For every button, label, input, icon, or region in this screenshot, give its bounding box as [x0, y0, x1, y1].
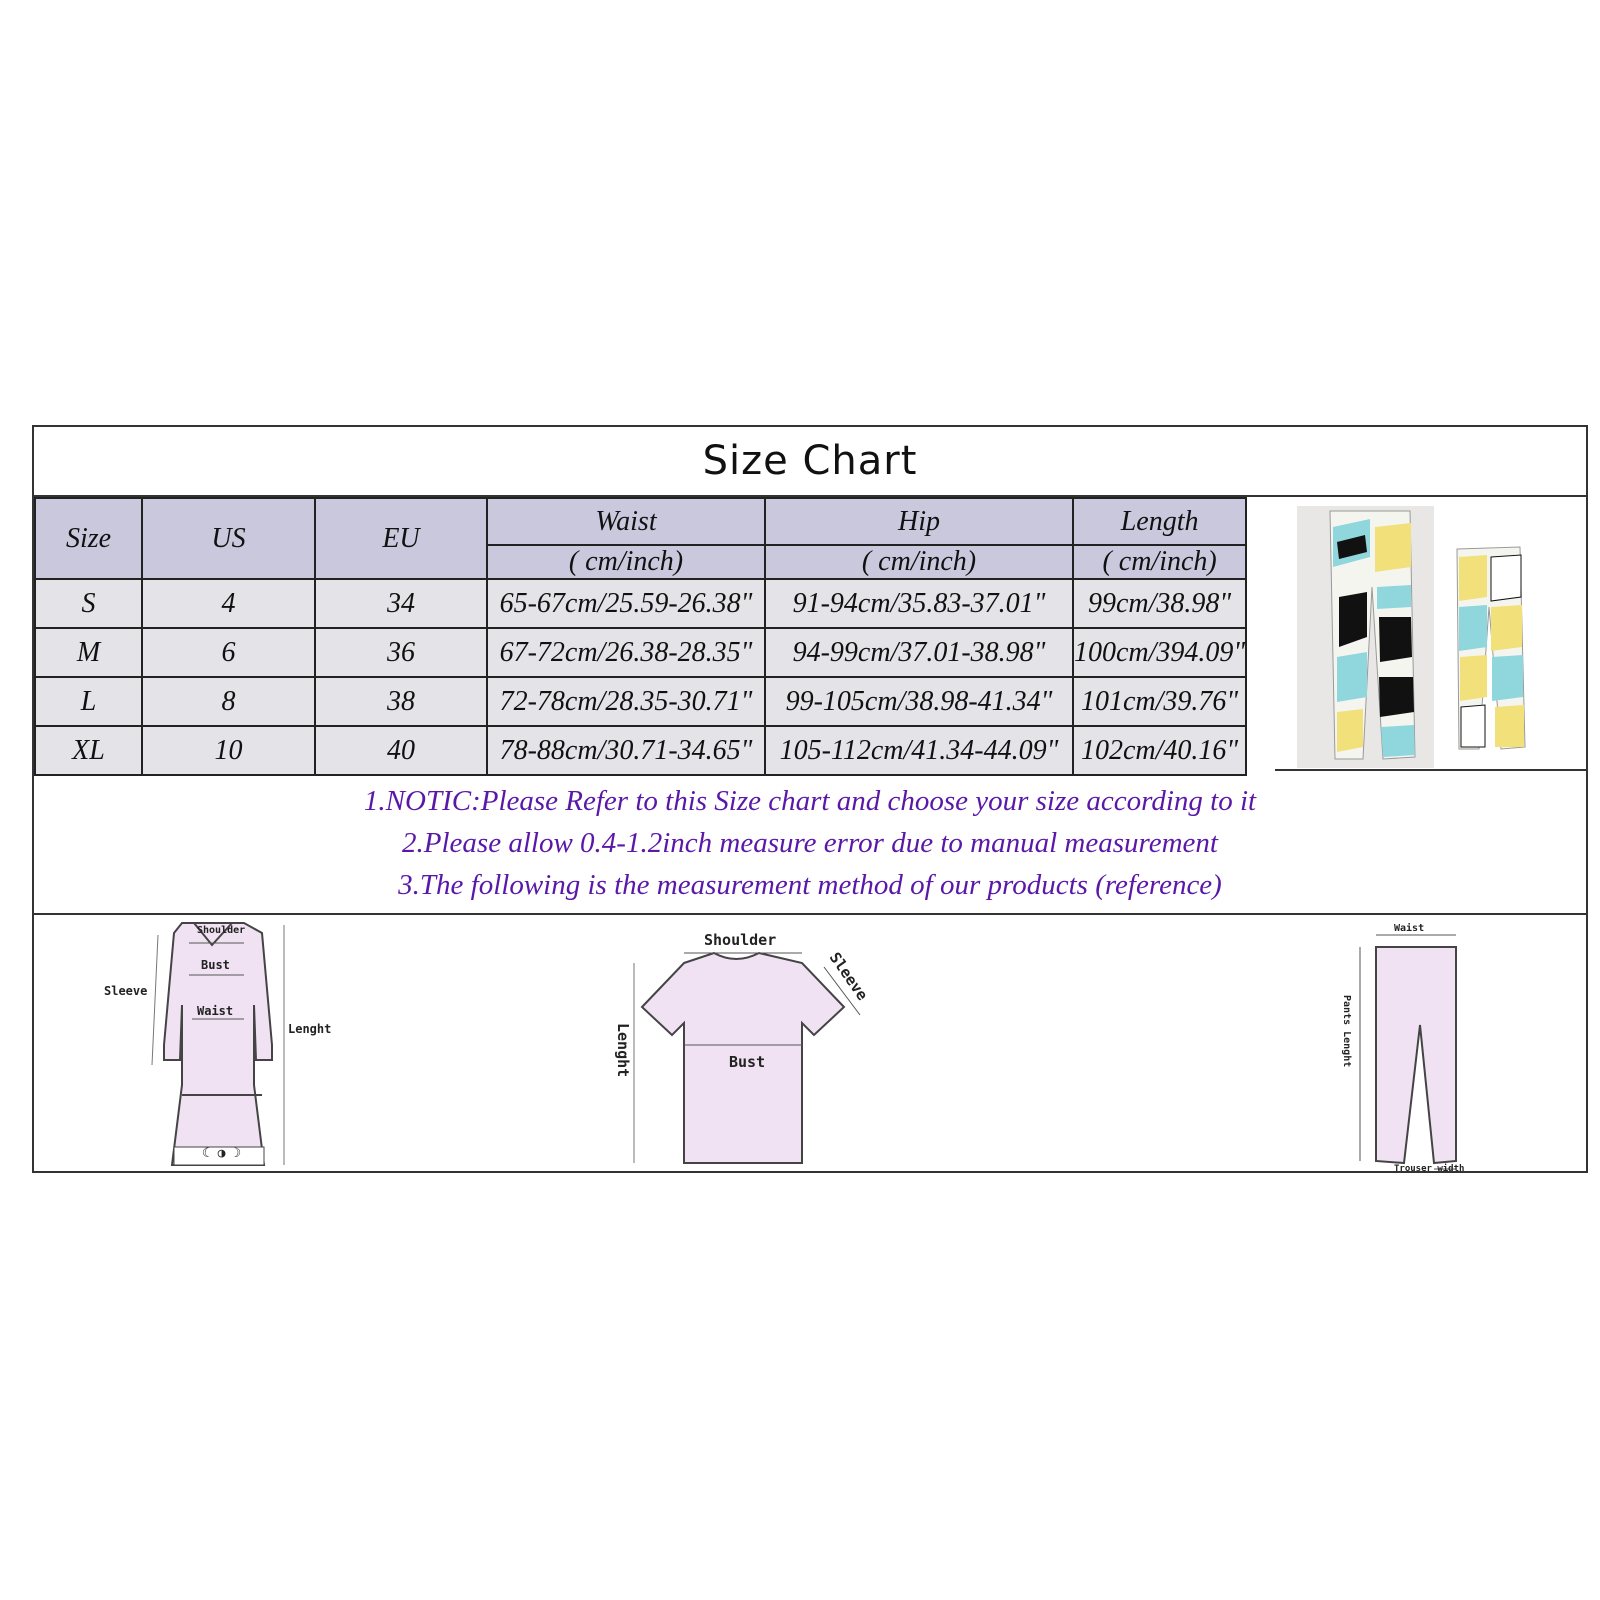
size-table: [34, 497, 1247, 776]
cell-size: S: [35, 579, 142, 628]
dress-sleeve-label: Sleeve: [104, 984, 148, 998]
tshirt-length-label: Lenght: [614, 1023, 632, 1078]
cell-size: L: [35, 677, 142, 726]
tshirt-sleeve-label: Sleeve: [825, 948, 872, 1004]
cell-length: 102cm/40.16": [1073, 726, 1246, 775]
table-row: [35, 579, 1246, 628]
cell-eu: 40: [315, 726, 487, 775]
cell-eu: 38: [315, 677, 487, 726]
table-row: [35, 726, 1246, 775]
product-photo: [1275, 497, 1586, 771]
cell-us: 4: [142, 579, 315, 628]
size-chart-title: Size Chart: [34, 427, 1586, 497]
cell-waist: 78-88cm/30.71-34.65": [487, 726, 765, 775]
cell-eu: 34: [315, 579, 487, 628]
measurement-diagrams: [34, 915, 1586, 1173]
dress-waist-label: Waist: [197, 1004, 234, 1018]
cell-hip: 99-105cm/38.98-41.34": [765, 677, 1073, 726]
unit-waist: ( cm/inch): [487, 545, 765, 579]
table-header-row: [35, 498, 1246, 545]
dress-diagram: [94, 915, 354, 1173]
cell-waist: 67-72cm/26.38-28.35": [487, 628, 765, 677]
cell-hip: 105-112cm/41.34-44.09": [765, 726, 1073, 775]
cell-us: 6: [142, 628, 315, 677]
cell-hip: 94-99cm/37.01-38.98": [765, 628, 1073, 677]
header-size: Size: [35, 498, 142, 579]
svg-text:☾ ◑ ☽: ☾ ◑ ☽: [202, 1146, 242, 1161]
dress-length-label: Lenght: [288, 1022, 332, 1036]
table-row: [35, 677, 1246, 726]
header-us: US: [142, 498, 315, 579]
cell-length: 100cm/394.09": [1073, 628, 1246, 677]
header-hip: Hip: [765, 498, 1073, 545]
dress-shoulder-label: Shoulder: [197, 925, 246, 936]
cell-eu: 36: [315, 628, 487, 677]
header-eu: EU: [315, 498, 487, 579]
cell-us: 8: [142, 677, 315, 726]
unit-length: ( cm/inch): [1073, 545, 1246, 579]
cell-size: M: [35, 628, 142, 677]
cell-us: 10: [142, 726, 315, 775]
size-chart-panel: [32, 425, 1588, 1173]
cell-waist: 65-67cm/25.59-26.38": [487, 579, 765, 628]
header-length: Length: [1073, 498, 1246, 545]
pants-diagram: [1334, 915, 1524, 1173]
tshirt-shoulder-label: Shoulder: [704, 931, 777, 949]
cell-length: 101cm/39.76": [1073, 677, 1246, 726]
header-waist: Waist: [487, 498, 765, 545]
pants-width-label: Trouser width: [1394, 1164, 1465, 1173]
unit-hip: ( cm/inch): [765, 545, 1073, 579]
cell-size: XL: [35, 726, 142, 775]
note-3: 3.The following is the measurement method of our products (reference): [398, 869, 1222, 901]
tshirt-bust-label: Bust: [729, 1053, 766, 1071]
notes-section: [34, 773, 1586, 915]
cell-hip: 91-94cm/35.83-37.01": [765, 579, 1073, 628]
note-2: 2.Please allow 0.4-1.2inch measure error due to manual measurement: [402, 827, 1218, 859]
pants-waist-label: Waist: [1394, 923, 1425, 934]
cell-waist: 72-78cm/28.35-30.71": [487, 677, 765, 726]
pants-length-label: Pants Lenght: [1341, 995, 1352, 1068]
tshirt-diagram: [604, 915, 904, 1173]
note-1: 1.NOTIC:Please Refer to this Size chart and choose your size according to it: [363, 785, 1257, 817]
pants-photo-image: [1275, 497, 1586, 771]
table-row: [35, 628, 1246, 677]
dress-bust-label: Bust: [201, 958, 230, 972]
cell-length: 99cm/38.98": [1073, 579, 1246, 628]
